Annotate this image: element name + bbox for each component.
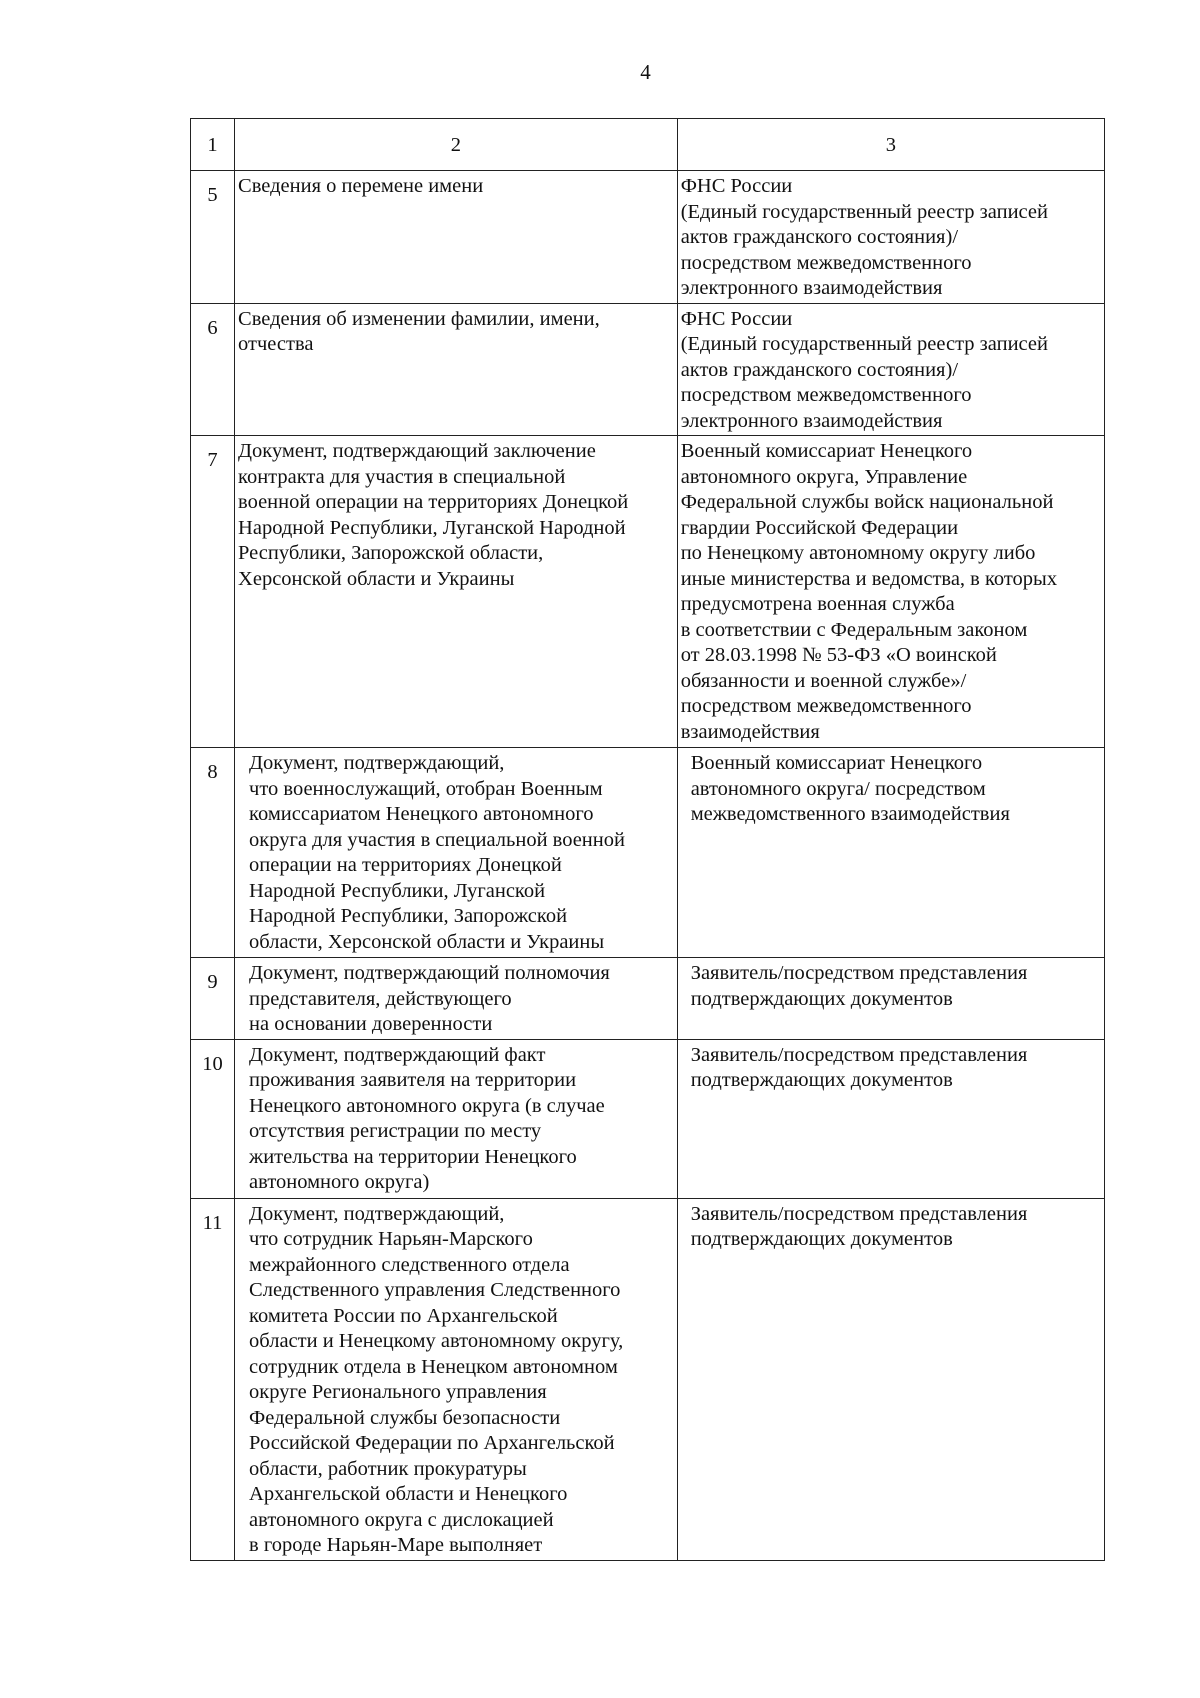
document-text-line: Сведения о перемене имени: [238, 175, 484, 197]
source-text-line: взаимодействия: [680, 720, 820, 743]
source-text-line: межведомственного взаимодействия: [690, 803, 1010, 825]
header-cell-3: 3: [677, 119, 1104, 171]
row-number-cell: 11: [191, 1198, 235, 1560]
source-text-line: от 28.03.1998 № 53-ФЗ «О воинской: [680, 644, 997, 666]
header-cell-2: 2: [235, 119, 678, 171]
document-text-line: сотрудник отдела в Ненецком автономном: [249, 1355, 618, 1378]
source-text-line: в соответствии с Федеральным законом: [680, 618, 1028, 641]
document-text-line: Народной Республики, Луганской: [249, 879, 546, 902]
table-row: [191, 748, 1105, 958]
document-text-line: области и Ненецкому автономному округу,: [249, 1330, 624, 1352]
row-number-cell: 9: [191, 958, 235, 1040]
document-text-line: межрайонного следственного отдела: [249, 1253, 570, 1276]
page-number: 4: [640, 60, 651, 84]
row-number-cell: 5: [191, 171, 235, 304]
source-text-line: обязанности и военной службе»/: [680, 669, 967, 692]
source-text-line: Военный комиссариат Ненецкого: [680, 440, 973, 462]
source-text-line: Заявитель/посредством представления: [690, 1202, 1028, 1225]
document-cell: [235, 171, 678, 304]
document-text-line: автономного округа с дислокацией: [249, 1508, 554, 1531]
row-number-cell: 10: [191, 1039, 235, 1198]
source-cell: [677, 958, 1104, 1040]
source-text-line: (Единый государственный реестр записей: [680, 200, 1048, 223]
document-text-line: Херсонской области и Украины: [238, 567, 515, 590]
document-text-line: представителя, действующего: [249, 987, 512, 1010]
source-text-line: (Единый государственный реестр записей: [680, 333, 1048, 355]
source-text-line: подтверждающих документов: [690, 1228, 953, 1250]
source-text-line: подтверждающих документов: [690, 1069, 953, 1091]
table-row: [191, 303, 1105, 436]
document-text-line: операции на территориях Донецкой: [249, 854, 562, 876]
document-text-line: округа для участия в специальной военной: [249, 828, 625, 851]
document-text-line: на основании доверенности: [249, 1013, 493, 1035]
document-text-line: автономного округа): [249, 1171, 430, 1193]
table-row: [191, 171, 1105, 304]
document-text-line: в городе Нарьян-Маре выполняет: [249, 1534, 543, 1556]
document-cell: [235, 436, 678, 748]
document-text-line: Следственного управления Следственного: [249, 1279, 621, 1301]
document-text-line: Республики, Запорожской области,: [238, 542, 544, 564]
source-text-line: посредством межведомственного: [680, 384, 972, 406]
table-row: [191, 436, 1105, 748]
source-text-line: посредством межведомственного: [680, 251, 972, 274]
documents-table: [190, 118, 1105, 1561]
source-text-line: электронного взаимодействия: [680, 409, 943, 432]
source-text-line: ФНС России: [680, 175, 793, 197]
document-text-line: Российской Федерации по Архангельской: [249, 1432, 615, 1454]
document-text-line: Ненецкого автономного округа (в случае: [249, 1094, 605, 1117]
row-number-cell: 7: [191, 436, 235, 748]
document-text-line: отчества: [238, 333, 314, 355]
table-row: [191, 958, 1105, 1040]
document-text-line: области, работник прокуратуры: [249, 1457, 527, 1480]
source-cell: [677, 171, 1104, 304]
document-text-line: Сведения об изменении фамилии, имени,: [238, 307, 600, 330]
source-text-line: подтверждающих документов: [690, 987, 953, 1010]
source-cell: [677, 303, 1104, 436]
source-cell: [677, 748, 1104, 958]
document-text-line: области, Херсонской области и Украины: [249, 930, 605, 953]
source-cell: [677, 1039, 1104, 1198]
source-text-line: Военный комиссариат Ненецкого: [690, 752, 983, 774]
source-text-line: ФНС России: [680, 307, 793, 330]
document-text-line: Архангельской области и Ненецкого: [249, 1483, 568, 1505]
row-number-cell: 6: [191, 303, 235, 436]
document-cell: [235, 958, 678, 1040]
document-text-line: проживания заявителя на территории: [249, 1069, 577, 1091]
document-text-line: Народной Республики, Луганской Народной: [238, 516, 626, 539]
document-text-line: Народной Республики, Запорожской: [249, 905, 568, 927]
source-text-line: автономного округа, Управление: [680, 465, 968, 488]
source-text-line: Федеральной службы войск национальной: [680, 491, 1054, 513]
document-text-line: Документ, подтверждающий,: [249, 1202, 505, 1225]
source-cell: [677, 436, 1104, 748]
source-text-line: актов гражданского состояния)/: [680, 358, 959, 381]
document-text-line: комиссариатом Ненецкого автономного: [249, 803, 594, 825]
header-cell-1: 1: [191, 119, 235, 171]
table-header-row: [191, 119, 1105, 171]
source-text-line: актов гражданского состояния)/: [680, 226, 959, 248]
document-text-line: отсутствия регистрации по месту: [249, 1120, 542, 1142]
document-text-line: Документ, подтверждающий,: [249, 752, 505, 774]
table-row: [191, 1198, 1105, 1560]
source-text-line: Заявитель/посредством представления: [690, 962, 1028, 984]
document-text-line: Документ, подтверждающий полномочия: [249, 962, 610, 984]
document-text-line: что военнослужащий, отобран Военным: [249, 777, 603, 800]
document-text-line: что сотрудник Нарьян-Марского: [249, 1228, 533, 1250]
table-row: [191, 1039, 1105, 1198]
document-text-line: военной операции на территориях Донецкой: [238, 491, 629, 513]
document-text-line: Документ, подтверждающий факт: [249, 1043, 546, 1066]
source-text-line: Заявитель/посредством представления: [690, 1043, 1028, 1066]
document-text-line: Документ, подтверждающий заключение: [238, 440, 596, 462]
document-cell: [235, 748, 678, 958]
document-text-line: комитета России по Архангельской: [249, 1304, 558, 1327]
document-text-line: округе Регионального управления: [249, 1381, 547, 1403]
source-text-line: иные министерства и ведомства, в которых: [680, 567, 1058, 590]
row-number-cell: 8: [191, 748, 235, 958]
document-text-line: контракта для участия в специальной: [238, 465, 566, 488]
source-text-line: по Ненецкому автономному округу либо: [680, 542, 1036, 564]
document-text-line: Федеральной службы безопасности: [249, 1406, 561, 1429]
source-text-line: автономного округа/ посредством: [690, 777, 986, 800]
document-cell: [235, 1039, 678, 1198]
source-text-line: посредством межведомственного: [680, 695, 972, 717]
source-cell: [677, 1198, 1104, 1560]
source-text-line: предусмотрена военная служба: [680, 593, 955, 615]
document-text-line: жительства на территории Ненецкого: [249, 1145, 577, 1168]
document-cell: [235, 1198, 678, 1560]
source-text-line: гвардии Российской Федерации: [680, 516, 959, 539]
document-cell: [235, 303, 678, 436]
source-text-line: электронного взаимодействия: [680, 277, 943, 299]
